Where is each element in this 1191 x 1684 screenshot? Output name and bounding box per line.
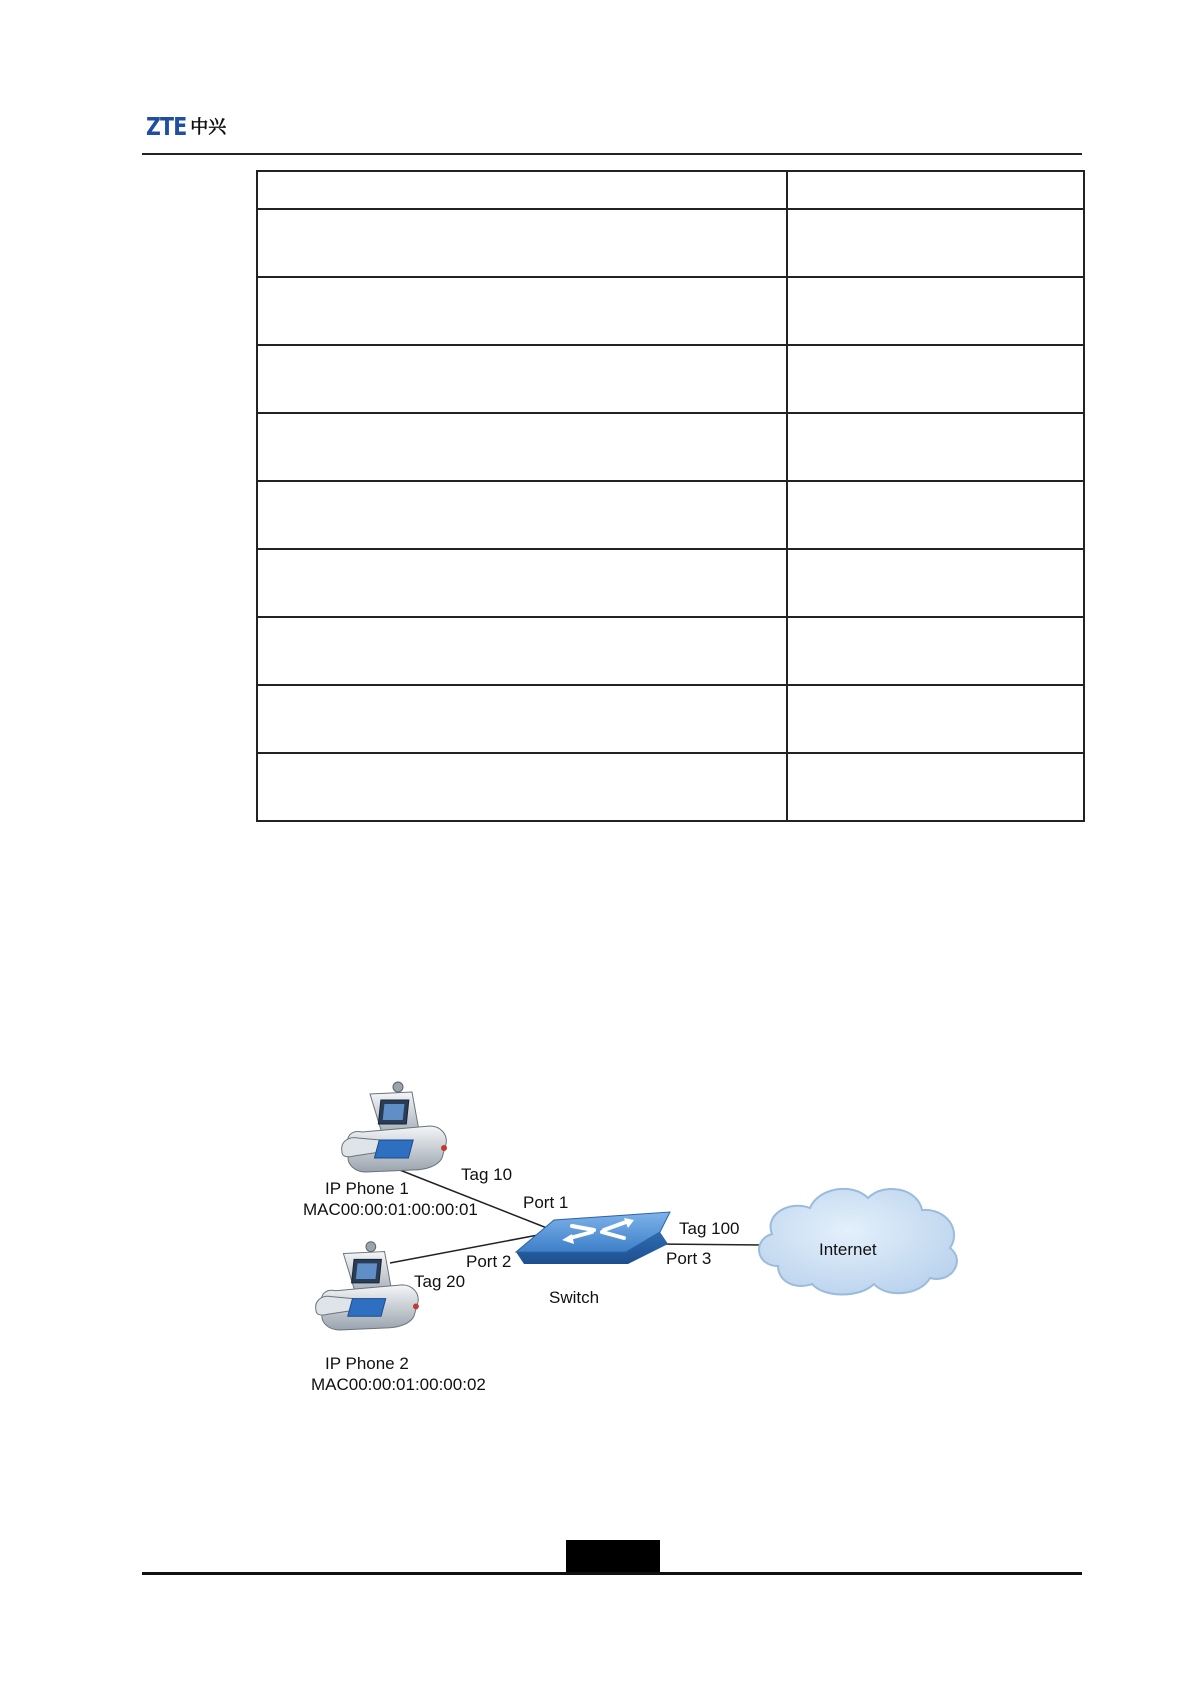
zte-logo	[146, 111, 226, 141]
table-cell	[787, 753, 1084, 821]
table-row	[257, 753, 1084, 821]
table-cell	[787, 209, 1084, 277]
switch-label: Switch	[549, 1288, 600, 1307]
table-row	[257, 549, 1084, 617]
table-cell	[257, 277, 787, 345]
page-number-box	[566, 1540, 660, 1574]
port-2-label: Port 2	[466, 1252, 512, 1271]
table-header-row	[257, 171, 1084, 209]
topology-graphics	[290, 1070, 990, 1400]
table-cell	[787, 685, 1084, 753]
table-cell	[257, 345, 787, 413]
ip-phone-1-label: IP Phone 1	[325, 1179, 409, 1198]
table-row	[257, 617, 1084, 685]
table-cell	[257, 481, 787, 549]
tag-100-label: Tag 100	[679, 1219, 740, 1238]
table-row	[257, 481, 1084, 549]
tag-20-label: Tag 20	[414, 1272, 466, 1291]
ip-phone-2-label: IP Phone 2	[325, 1354, 409, 1373]
table-cell	[257, 209, 787, 277]
switch-icon	[516, 1212, 670, 1264]
table-cell	[257, 617, 787, 685]
ip-phone-1-icon	[342, 1082, 447, 1172]
internet-label: Internet	[819, 1240, 877, 1259]
logo-cjk-text: 中兴	[190, 117, 227, 138]
spec-table	[256, 170, 1085, 822]
header-rule	[142, 153, 1082, 155]
table-cell	[787, 549, 1084, 617]
link-port3-internet	[656, 1244, 766, 1245]
ip-phone-2-icon	[316, 1242, 419, 1330]
table-cell	[787, 345, 1084, 413]
ip-phone-2-mac-label: MAC00:00:01:00:00:02	[311, 1375, 486, 1394]
port-1-label: Port 1	[523, 1193, 569, 1212]
table-cell	[787, 171, 1084, 209]
logo-latin-text: ZTE	[146, 111, 187, 141]
table-row	[257, 413, 1084, 481]
table-cell	[257, 413, 787, 481]
footer-rule	[142, 1572, 1082, 1575]
table-cell	[257, 171, 787, 209]
table-cell	[787, 277, 1084, 345]
tag-10-label: Tag 10	[461, 1165, 513, 1184]
table-cell	[257, 549, 787, 617]
table-row	[257, 277, 1084, 345]
table-row	[257, 209, 1084, 277]
table-cell	[787, 481, 1084, 549]
table-row	[257, 685, 1084, 753]
link-phone2-port2	[390, 1235, 538, 1263]
table-cell	[787, 413, 1084, 481]
table-cell	[257, 753, 787, 821]
table-cell	[257, 685, 787, 753]
table-row	[257, 345, 1084, 413]
ip-phone-1-mac-label: MAC00:00:01:00:00:01	[303, 1200, 478, 1219]
network-topology-diagram	[290, 1070, 990, 1400]
table-cell	[787, 617, 1084, 685]
port-3-label: Port 3	[666, 1249, 712, 1268]
